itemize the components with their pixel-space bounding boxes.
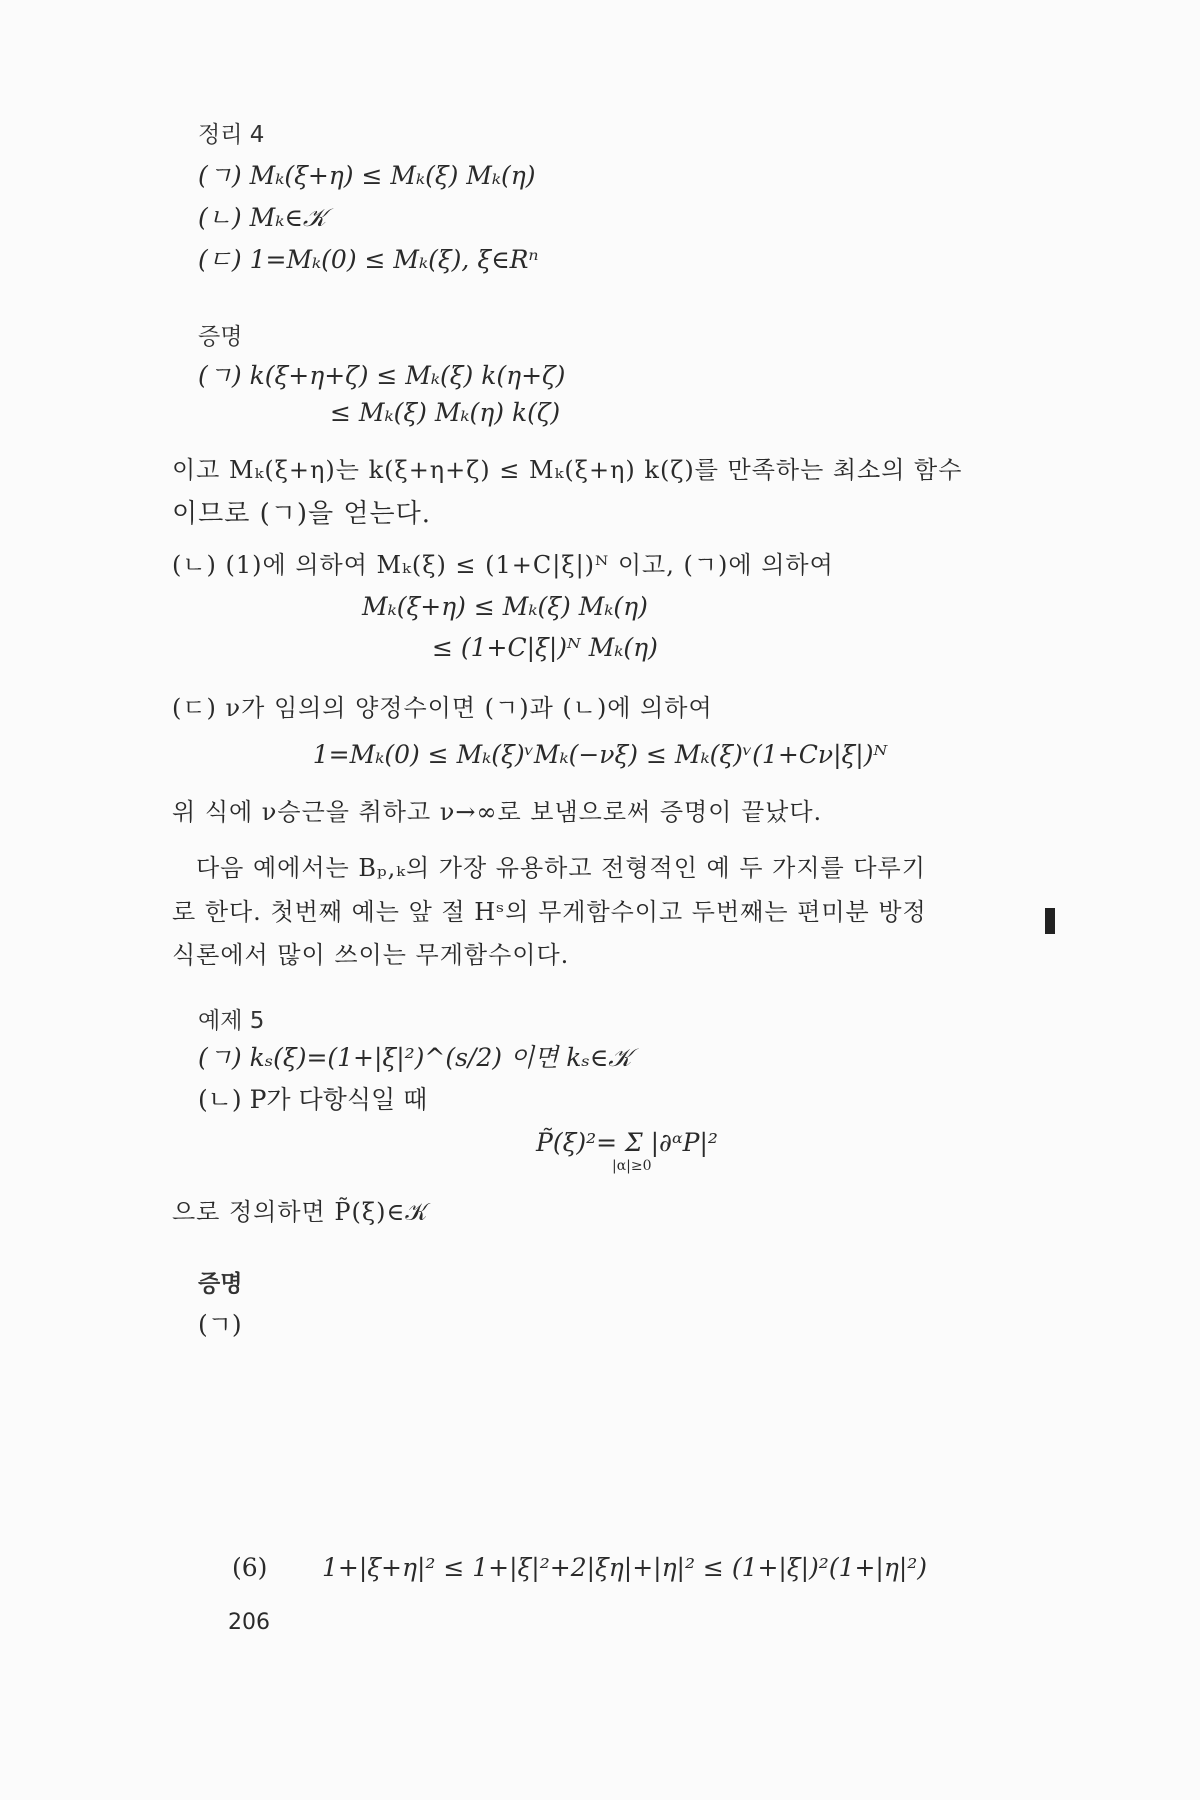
proof2-item: (ㄱ) [198, 1310, 242, 1339]
example-equation-subscript: |α|≥0 [612, 1158, 652, 1174]
paragraph-line-1: 다음 예에서는 Bₚ,ₖ의 가장 유용하고 전형적인 예 두 가지를 다루기 [196, 854, 926, 882]
equation-3: 1=Mₖ(0) ≤ Mₖ(ξ)ᵛMₖ(−νξ) ≤ Mₖ(ξ)ᵛ(1+Cν|ξ|)ᴺ [312, 740, 888, 769]
theorem-item-3: (ㄷ) 1=Mₖ(0) ≤ Mₖ(ξ), ξ∈Rⁿ [198, 245, 539, 274]
qed-mark [1045, 908, 1055, 934]
proof-paragraph-2: (ㄴ) (1)에 의하여 Mₖ(ξ) ≤ (1+C|ξ|)ᴺ 이고, (ㄱ)에 의하여 [172, 551, 834, 579]
example-definition-line: 으로 정의하면 P̃(ξ)∈𝒦 [172, 1198, 429, 1226]
theorem-item-1: (ㄱ) Mₖ(ξ+η) ≤ Mₖ(ξ) Mₖ(η) [198, 161, 536, 190]
proof-paragraph-1-line-1: 이고 Mₖ(ξ+η)는 k(ξ+η+ζ) ≤ Mₖ(ξ+η) k(ζ)를 만족하는 최소의 함수 [172, 456, 963, 484]
example-item-2: (ㄴ) P가 다항식일 때 [198, 1085, 428, 1114]
paragraph-line-3: 식론에서 많이 쓰이는 무게함수이다. [172, 941, 570, 969]
proof-paragraph-1-line-2: 이므로 (ㄱ)을 얻는다. [172, 499, 432, 529]
paragraph-line-2: 로 한다. 첫번째 예는 앞 절 Hˢ의 무게함수이고 두번째는 편미분 방정 [172, 898, 927, 926]
proof-title: 증명 [198, 324, 243, 350]
equation-number: (6) [232, 1553, 268, 1582]
example-title: 예제 5 [198, 1008, 265, 1034]
equation-2b: ≤ (1+C|ξ|)ᴺ Mₖ(η) [432, 633, 658, 662]
page-number: 206 [228, 1610, 270, 1635]
proof-paragraph-3: (ㄷ) ν가 임의의 양정수이면 (ㄱ)과 (ㄴ)에 의하여 [172, 694, 713, 722]
theorem-item-2: (ㄴ) Mₖ∈𝒦 [198, 203, 327, 232]
proof2-title: 증명 [198, 1271, 243, 1297]
example-equation: P̃(ξ)²= Σ |∂ᵅP|² [536, 1128, 718, 1157]
proof-line-1: (ㄱ) k(ξ+η+ζ) ≤ Mₖ(ξ) k(η+ζ) [198, 361, 566, 390]
proof-paragraph-4: 위 식에 ν승근을 취하고 ν→∞로 보냄으로써 증명이 끝났다. [172, 798, 823, 826]
example-item-1: (ㄱ) kₛ(ξ)=(1+|ξ|²)^(s/2) 이면 kₛ∈𝒦 [198, 1043, 632, 1072]
equation-2a: Mₖ(ξ+η) ≤ Mₖ(ξ) Mₖ(η) [362, 592, 648, 621]
theorem-title: 정리 4 [198, 122, 265, 148]
equation-6: 1+|ξ+η|² ≤ 1+|ξ|²+2|ξη|+|η|² ≤ (1+|ξ|)²(1+|η|²) [322, 1553, 928, 1582]
proof-line-2: ≤ Mₖ(ξ) Mₖ(η) k(ζ) [330, 398, 561, 427]
